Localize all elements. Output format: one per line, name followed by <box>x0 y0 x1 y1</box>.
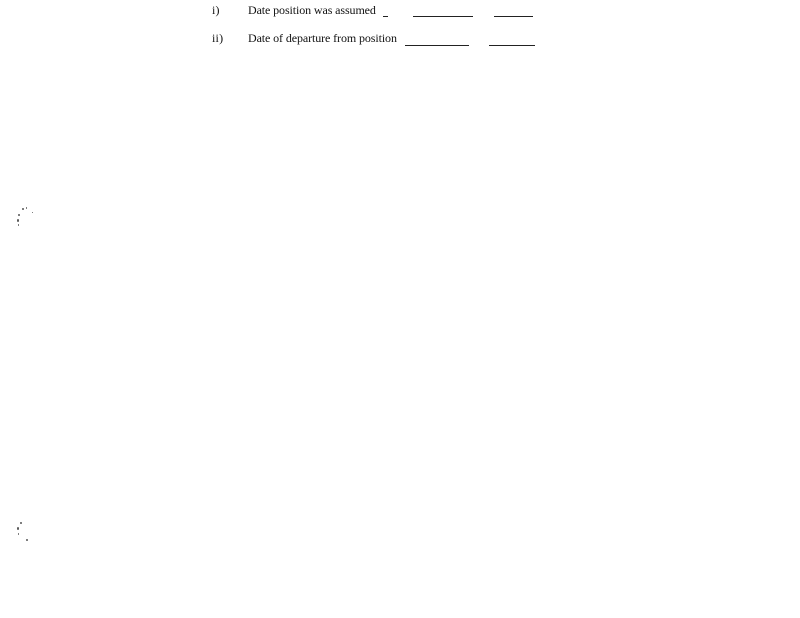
blank-line <box>494 3 533 17</box>
scan-speck <box>17 219 19 222</box>
scan-speck <box>20 522 22 524</box>
scan-speck <box>26 207 27 209</box>
scan-speck <box>18 224 19 226</box>
blank-line <box>421 32 469 46</box>
form-line-date-departure <box>0 29 800 49</box>
item-label: Date of departure from position <box>248 31 397 45</box>
scan-speck <box>32 212 33 213</box>
scan-artifact <box>14 206 44 236</box>
item-number: ii) <box>212 31 224 45</box>
form-line-date-assumed <box>0 1 800 21</box>
scan-speck <box>17 527 19 530</box>
item-label: Date position was assumed <box>248 3 376 17</box>
blank-line <box>413 3 473 17</box>
scan-speck <box>18 533 19 535</box>
item-number: i) <box>212 3 220 17</box>
blank-line <box>489 32 535 46</box>
blank-line <box>383 3 388 17</box>
blank-line <box>405 32 421 46</box>
scan-speck <box>26 539 28 541</box>
scan-speck <box>22 208 24 210</box>
scan-artifact <box>14 518 44 548</box>
scan-speck <box>18 214 20 216</box>
